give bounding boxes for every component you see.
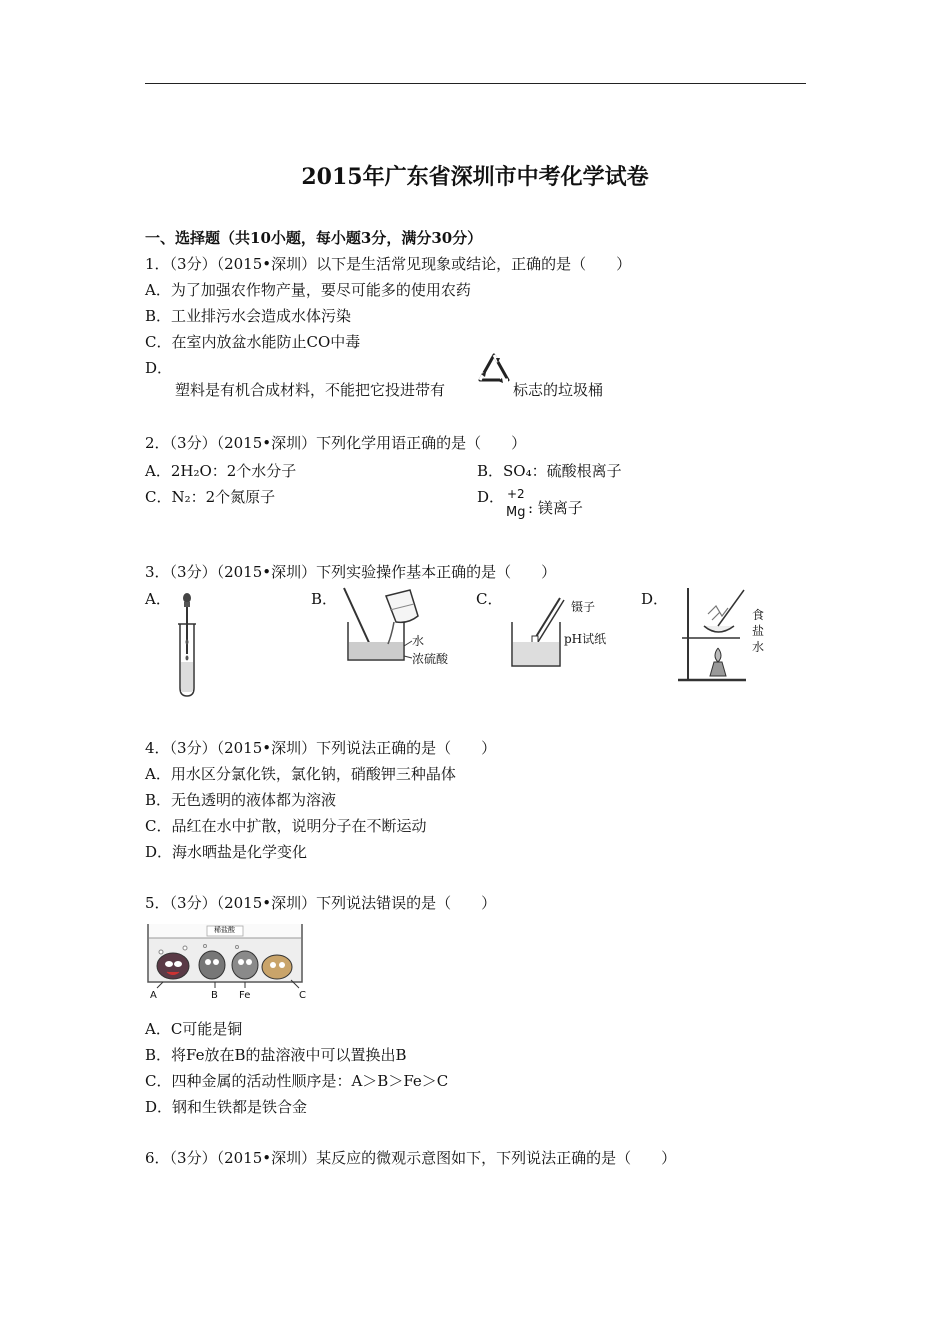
q3-fig-b-label-acid: 浓硫酸 (412, 652, 449, 666)
q2-option-d-text: : 镁离子 (528, 499, 583, 517)
q5-option-d: D．钢和生铁都是铁合金 (145, 1098, 308, 1116)
q3-label-c: C． (476, 590, 503, 608)
q1-option-b: B．工业排污水会造成水体污染 (145, 307, 352, 325)
q2-option-a: A．2H₂O：2个水分子 (145, 462, 297, 480)
q1-option-d-text-after: 标志的垃圾桶 (513, 381, 604, 399)
q2-stem: 2．（3分）（2015•深圳）下列化学用语正确的是（ ） (145, 434, 527, 452)
q3-figure-c-ph-paper (508, 596, 568, 672)
q3-figure-d-evaporation (676, 586, 750, 684)
page-title: 2015年广东省深圳市中考化学试卷 (301, 164, 649, 190)
q4-option-b: B．无色透明的液体都为溶液 (145, 791, 337, 809)
q6-stem: 6．（3分）（2015•深圳）某反应的微观示意图如下，下列说法正确的是（ ） (145, 1149, 677, 1167)
q1-stem: 1．（3分）（2015•深圳）以下是生活常见现象或结论，正确的是（ ） (145, 255, 632, 273)
q4-stem: 4．（3分）（2015•深圳）下列说法正确的是（ ） (145, 739, 497, 757)
q3-fig-c-label-tweezers: 镊子 (571, 600, 596, 614)
q3-fig-b-label-water: 水 (412, 634, 425, 648)
q4-option-a: A．用水区分氯化铁，氯化钠，硝酸钾三种晶体 (145, 765, 456, 783)
q5-fig-label-a: A (150, 990, 157, 1001)
q3-label-a: A． (145, 590, 171, 608)
q5-option-c: C．四种金属的活动性顺序是：A＞B＞Fe＞C (145, 1072, 449, 1090)
q1-option-d-label: D． (145, 359, 173, 377)
recycle-icon (477, 352, 511, 386)
q2-symbol: Mg (506, 505, 526, 520)
q1-option-c: C．在室内放盆水能防止CO中毒 (145, 333, 361, 351)
q4-option-c: C．品红在水中扩散，说明分子在不断运动 (145, 817, 427, 835)
q3-fig-d-label-2: 盐 (752, 624, 765, 638)
q1-option-d-text-before: 塑料是有机合成材料，不能把它投进带有 (175, 381, 446, 399)
q2-option-c: C．N₂：2个氮原子 (145, 488, 276, 506)
q2-option-d-label: D． (477, 488, 505, 506)
q2-option-b: B．SO₄：硫酸根离子 (477, 462, 622, 480)
q5-fig-label-fe: Fe (239, 990, 251, 1001)
q5-option-a: A．C可能是铜 (145, 1020, 243, 1038)
q5-fig-label-c: C (299, 990, 306, 1001)
q5-fig-title: 稀盐酸 (214, 926, 235, 934)
section-heading: 一、选择题（共10小题，每小题3分，满分30分） (145, 229, 483, 247)
q3-label-b: B． (311, 590, 338, 608)
q3-fig-d-label-1: 食 (752, 608, 765, 622)
q5-option-b: B．将Fe放在B的盐溶液中可以置换出B (145, 1046, 407, 1064)
q3-fig-d-label-3: 水 (752, 640, 765, 654)
q3-fig-c-label-paper: pH试纸 (564, 632, 607, 646)
header-rule (145, 83, 806, 84)
q5-fig-label-b: B (211, 990, 218, 1001)
q5-stem: 5．（3分）（2015•深圳）下列说法错误的是（ ） (145, 894, 497, 912)
q1-option-a: A．为了加强农作物产量，要尽可能多的使用农药 (145, 281, 471, 299)
q2-charge: +2 (507, 487, 525, 501)
q3-figure-a-test-tube (172, 592, 202, 698)
q3-label-d: D． (641, 590, 669, 608)
q4-option-d: D．海水晒盐是化学变化 (145, 843, 308, 861)
q3-stem: 3．（3分）（2015•深圳）下列实验操作基本正确的是（ ） (145, 563, 557, 581)
